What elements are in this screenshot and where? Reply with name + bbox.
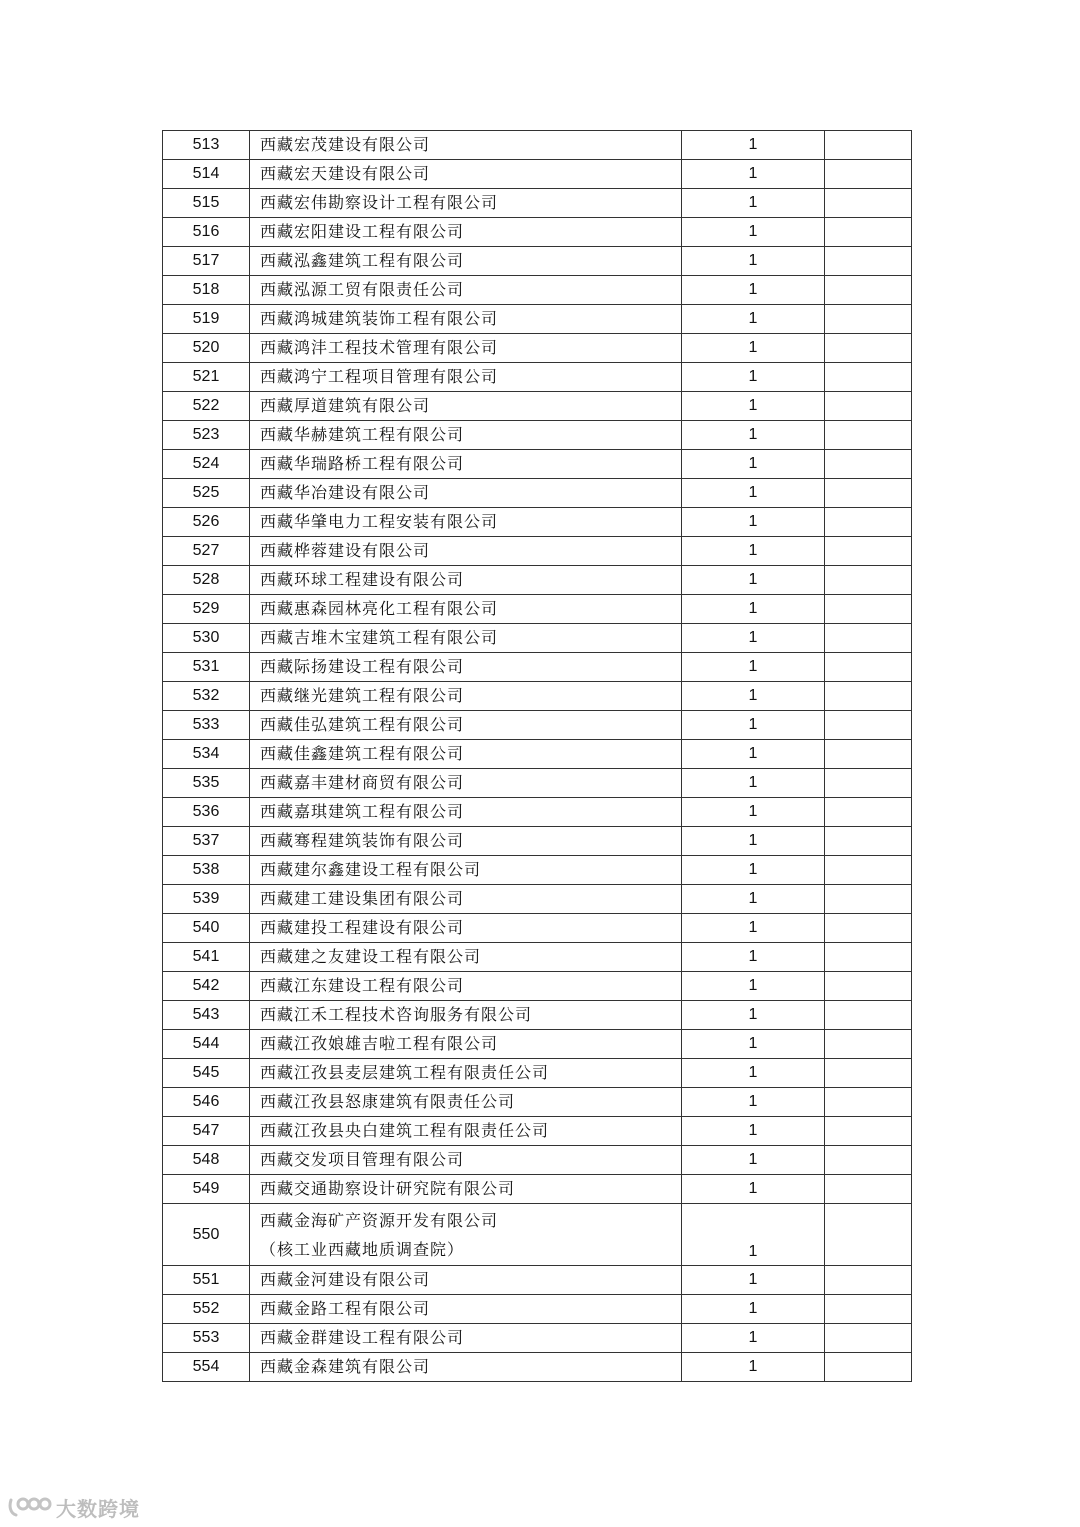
note-cell bbox=[825, 653, 912, 682]
table-row bbox=[163, 160, 912, 189]
table-row bbox=[163, 653, 912, 682]
row-number: 527 bbox=[163, 537, 250, 566]
count-cell: 1 bbox=[682, 740, 825, 769]
table-row bbox=[163, 798, 912, 827]
note-cell bbox=[825, 798, 912, 827]
count-cell: 1 bbox=[682, 450, 825, 479]
company-name-note: （核工业西藏地质调查院） bbox=[260, 1239, 465, 1259]
watermark bbox=[8, 1493, 140, 1521]
company-name-cell: 西藏建工建设集团有限公司 bbox=[250, 885, 682, 914]
count-cell: 1 bbox=[682, 160, 825, 189]
row-number: 530 bbox=[163, 624, 250, 653]
row-number: 517 bbox=[163, 247, 250, 276]
table-row bbox=[163, 131, 912, 160]
count-cell: 1 bbox=[682, 1324, 825, 1353]
company-name-cell: 西藏泓源工贸有限责任公司 bbox=[250, 276, 682, 305]
count-cell: 1 bbox=[682, 1117, 825, 1146]
row-number: 546 bbox=[163, 1088, 250, 1117]
company-name-cell: 西藏华肇电力工程安装有限公司 bbox=[250, 508, 682, 537]
table-row bbox=[163, 392, 912, 421]
table-row bbox=[163, 305, 912, 334]
count-cell: 1 bbox=[682, 798, 825, 827]
table-row bbox=[163, 827, 912, 856]
company-name-cell: 西藏华瑞路桥工程有限公司 bbox=[250, 450, 682, 479]
row-number: 553 bbox=[163, 1324, 250, 1353]
company-name-cell: 西藏华赫建筑工程有限公司 bbox=[250, 421, 682, 450]
company-name-cell: 西藏建投工程建设有限公司 bbox=[250, 914, 682, 943]
count-cell: 1 bbox=[682, 1266, 825, 1295]
table-row bbox=[163, 247, 912, 276]
company-name-cell bbox=[250, 1204, 682, 1266]
table-row bbox=[163, 682, 912, 711]
note-cell bbox=[825, 1266, 912, 1295]
count-cell: 1 bbox=[682, 827, 825, 856]
count-cell: 1 bbox=[682, 856, 825, 885]
row-number: 537 bbox=[163, 827, 250, 856]
row-number: 519 bbox=[163, 305, 250, 334]
company-name-cell: 西藏继光建筑工程有限公司 bbox=[250, 682, 682, 711]
company-name-cell: 西藏交通勘察设计研究院有限公司 bbox=[250, 1175, 682, 1204]
table-row bbox=[163, 1175, 912, 1204]
table-body bbox=[163, 131, 912, 1382]
count-cell: 1 bbox=[682, 1146, 825, 1175]
row-number: 529 bbox=[163, 595, 250, 624]
note-cell bbox=[825, 131, 912, 160]
count-cell: 1 bbox=[682, 334, 825, 363]
company-name-cell: 西藏江孜县麦层建筑工程有限责任公司 bbox=[250, 1059, 682, 1088]
table-row bbox=[163, 740, 912, 769]
table-row bbox=[163, 421, 912, 450]
row-number: 524 bbox=[163, 450, 250, 479]
row-number: 540 bbox=[163, 914, 250, 943]
table-row bbox=[163, 1117, 912, 1146]
row-number: 538 bbox=[163, 856, 250, 885]
count-cell: 1 bbox=[682, 624, 825, 653]
note-cell bbox=[825, 711, 912, 740]
table-row bbox=[163, 1353, 912, 1382]
count-cell: 1 bbox=[682, 653, 825, 682]
table-row bbox=[163, 711, 912, 740]
table-row bbox=[163, 1266, 912, 1295]
note-cell bbox=[825, 1146, 912, 1175]
note-cell bbox=[825, 1175, 912, 1204]
count-cell: 1 bbox=[682, 595, 825, 624]
row-number: 552 bbox=[163, 1295, 250, 1324]
row-number: 520 bbox=[163, 334, 250, 363]
count-cell: 1 bbox=[682, 914, 825, 943]
company-name-cell: 西藏厚道建筑有限公司 bbox=[250, 392, 682, 421]
count-cell: 1 bbox=[682, 1030, 825, 1059]
note-cell bbox=[825, 1353, 912, 1382]
note-cell bbox=[825, 450, 912, 479]
table-row bbox=[163, 1088, 912, 1117]
note-cell bbox=[825, 566, 912, 595]
table-row bbox=[163, 334, 912, 363]
row-number: 543 bbox=[163, 1001, 250, 1030]
note-cell bbox=[825, 247, 912, 276]
count-cell: 1 bbox=[682, 1059, 825, 1088]
company-name-cell: 西藏江孜县怒康建筑有限责任公司 bbox=[250, 1088, 682, 1117]
row-number: 533 bbox=[163, 711, 250, 740]
note-cell bbox=[825, 218, 912, 247]
table-row bbox=[163, 624, 912, 653]
table-row bbox=[163, 450, 912, 479]
note-cell bbox=[825, 160, 912, 189]
note-cell bbox=[825, 856, 912, 885]
note-cell bbox=[825, 479, 912, 508]
logo-icon bbox=[8, 1496, 52, 1518]
table-row bbox=[163, 479, 912, 508]
note-cell bbox=[825, 305, 912, 334]
row-number: 549 bbox=[163, 1175, 250, 1204]
table-row bbox=[163, 943, 912, 972]
count-cell: 1 bbox=[682, 769, 825, 798]
count-cell: 1 bbox=[682, 218, 825, 247]
note-cell bbox=[825, 740, 912, 769]
count-cell: 1 bbox=[682, 711, 825, 740]
row-number: 523 bbox=[163, 421, 250, 450]
row-number: 554 bbox=[163, 1353, 250, 1382]
company-name-cell: 西藏宏天建设有限公司 bbox=[250, 160, 682, 189]
count-cell: 1 bbox=[682, 1204, 825, 1266]
company-name-cell: 西藏江孜县央白建筑工程有限责任公司 bbox=[250, 1117, 682, 1146]
company-name-cell: 西藏嘉丰建材商贸有限公司 bbox=[250, 769, 682, 798]
count-cell: 1 bbox=[682, 305, 825, 334]
company-name-cell: 西藏金河建设有限公司 bbox=[250, 1266, 682, 1295]
note-cell bbox=[825, 1204, 912, 1266]
row-number: 550 bbox=[163, 1204, 250, 1266]
count-cell: 1 bbox=[682, 392, 825, 421]
note-cell bbox=[825, 1001, 912, 1030]
table-row bbox=[163, 363, 912, 392]
count-cell: 1 bbox=[682, 508, 825, 537]
company-name-cell: 西藏惠森园林亮化工程有限公司 bbox=[250, 595, 682, 624]
company-name-cell: 西藏环球工程建设有限公司 bbox=[250, 566, 682, 595]
row-number: 532 bbox=[163, 682, 250, 711]
row-number: 548 bbox=[163, 1146, 250, 1175]
note-cell bbox=[825, 421, 912, 450]
company-name-cell: 西藏佳弘建筑工程有限公司 bbox=[250, 711, 682, 740]
count-cell: 1 bbox=[682, 247, 825, 276]
row-number: 531 bbox=[163, 653, 250, 682]
row-number: 518 bbox=[163, 276, 250, 305]
row-number: 539 bbox=[163, 885, 250, 914]
note-cell bbox=[825, 276, 912, 305]
count-cell: 1 bbox=[682, 479, 825, 508]
row-number: 534 bbox=[163, 740, 250, 769]
company-name-cell: 西藏建尔鑫建设工程有限公司 bbox=[250, 856, 682, 885]
row-number: 535 bbox=[163, 769, 250, 798]
count-cell: 1 bbox=[682, 943, 825, 972]
company-name-cell: 西藏金路工程有限公司 bbox=[250, 1295, 682, 1324]
company-name-cell: 西藏宏阳建设工程有限公司 bbox=[250, 218, 682, 247]
company-name-cell: 西藏金森建筑有限公司 bbox=[250, 1353, 682, 1382]
watermark-text: 大数跨境 bbox=[56, 1496, 140, 1521]
table-row bbox=[163, 1059, 912, 1088]
table-row bbox=[163, 1295, 912, 1324]
note-cell bbox=[825, 827, 912, 856]
company-name: 西藏金海矿产资源开发有限公司 bbox=[260, 1210, 499, 1230]
company-name-cell: 西藏交发项目管理有限公司 bbox=[250, 1146, 682, 1175]
note-cell bbox=[825, 1295, 912, 1324]
table-row bbox=[163, 1030, 912, 1059]
row-number: 515 bbox=[163, 189, 250, 218]
row-number: 516 bbox=[163, 218, 250, 247]
note-cell bbox=[825, 943, 912, 972]
note-cell bbox=[825, 1059, 912, 1088]
row-number: 528 bbox=[163, 566, 250, 595]
count-cell: 1 bbox=[682, 682, 825, 711]
company-name-cell: 西藏江禾工程技术咨询服务有限公司 bbox=[250, 1001, 682, 1030]
company-name-cell: 西藏鸿城建筑装饰工程有限公司 bbox=[250, 305, 682, 334]
count-cell: 1 bbox=[682, 972, 825, 1001]
note-cell bbox=[825, 508, 912, 537]
count-cell: 1 bbox=[682, 131, 825, 160]
row-number: 547 bbox=[163, 1117, 250, 1146]
company-name-cell: 西藏华冶建设有限公司 bbox=[250, 479, 682, 508]
note-cell bbox=[825, 972, 912, 1001]
company-name-cell: 西藏佳鑫建筑工程有限公司 bbox=[250, 740, 682, 769]
company-table bbox=[162, 130, 912, 1382]
note-cell bbox=[825, 392, 912, 421]
row-number: 542 bbox=[163, 972, 250, 1001]
note-cell bbox=[825, 682, 912, 711]
row-number: 545 bbox=[163, 1059, 250, 1088]
company-name-cell: 西藏建之友建设工程有限公司 bbox=[250, 943, 682, 972]
row-number: 536 bbox=[163, 798, 250, 827]
note-cell bbox=[825, 624, 912, 653]
row-number: 525 bbox=[163, 479, 250, 508]
note-cell bbox=[825, 1030, 912, 1059]
company-name-cell: 西藏金群建设工程有限公司 bbox=[250, 1324, 682, 1353]
count-cell: 1 bbox=[682, 363, 825, 392]
row-number: 544 bbox=[163, 1030, 250, 1059]
company-name-cell: 西藏江孜娘雄吉啦工程有限公司 bbox=[250, 1030, 682, 1059]
table-row bbox=[163, 276, 912, 305]
note-cell bbox=[825, 363, 912, 392]
note-cell bbox=[825, 769, 912, 798]
table-row bbox=[163, 595, 912, 624]
note-cell bbox=[825, 885, 912, 914]
note-cell bbox=[825, 914, 912, 943]
company-name-cell: 西藏骞程建筑装饰有限公司 bbox=[250, 827, 682, 856]
count-cell: 1 bbox=[682, 189, 825, 218]
row-number: 541 bbox=[163, 943, 250, 972]
table-row bbox=[163, 914, 912, 943]
row-number: 513 bbox=[163, 131, 250, 160]
count-cell: 1 bbox=[682, 885, 825, 914]
row-number: 514 bbox=[163, 160, 250, 189]
company-name-cell: 西藏桦蓉建设有限公司 bbox=[250, 537, 682, 566]
company-name-cell: 西藏嘉琪建筑工程有限公司 bbox=[250, 798, 682, 827]
count-cell: 1 bbox=[682, 537, 825, 566]
table-row bbox=[163, 566, 912, 595]
count-cell: 1 bbox=[682, 1088, 825, 1117]
table-row bbox=[163, 885, 912, 914]
note-cell bbox=[825, 537, 912, 566]
table-row bbox=[163, 1324, 912, 1353]
row-number: 522 bbox=[163, 392, 250, 421]
company-name-cell: 西藏江东建设工程有限公司 bbox=[250, 972, 682, 1001]
company-name-cell: 西藏宏茂建设有限公司 bbox=[250, 131, 682, 160]
count-cell: 1 bbox=[682, 276, 825, 305]
count-cell: 1 bbox=[682, 1175, 825, 1204]
row-number: 551 bbox=[163, 1266, 250, 1295]
table-row bbox=[163, 1204, 912, 1266]
company-name-cell: 西藏际扬建设工程有限公司 bbox=[250, 653, 682, 682]
table-row bbox=[163, 218, 912, 247]
note-cell bbox=[825, 1324, 912, 1353]
count-cell: 1 bbox=[682, 421, 825, 450]
company-name-cell: 西藏鸿沣工程技术管理有限公司 bbox=[250, 334, 682, 363]
table-row bbox=[163, 769, 912, 798]
company-name-cell: 西藏泓鑫建筑工程有限公司 bbox=[250, 247, 682, 276]
count-cell: 1 bbox=[682, 1295, 825, 1324]
count-cell: 1 bbox=[682, 566, 825, 595]
company-name-cell: 西藏鸿宁工程项目管理有限公司 bbox=[250, 363, 682, 392]
note-cell bbox=[825, 189, 912, 218]
company-name-cell: 西藏吉堆木宝建筑工程有限公司 bbox=[250, 624, 682, 653]
table-row bbox=[163, 537, 912, 566]
count-cell: 1 bbox=[682, 1001, 825, 1030]
row-number: 526 bbox=[163, 508, 250, 537]
table-row bbox=[163, 189, 912, 218]
note-cell bbox=[825, 1117, 912, 1146]
table-row bbox=[163, 1001, 912, 1030]
table-row bbox=[163, 1146, 912, 1175]
note-cell bbox=[825, 334, 912, 363]
note-cell bbox=[825, 1088, 912, 1117]
table-row bbox=[163, 856, 912, 885]
company-name-cell: 西藏宏伟勘察设计工程有限公司 bbox=[250, 189, 682, 218]
note-cell bbox=[825, 595, 912, 624]
table-row bbox=[163, 972, 912, 1001]
row-number: 521 bbox=[163, 363, 250, 392]
count-cell: 1 bbox=[682, 1353, 825, 1382]
table-row bbox=[163, 508, 912, 537]
